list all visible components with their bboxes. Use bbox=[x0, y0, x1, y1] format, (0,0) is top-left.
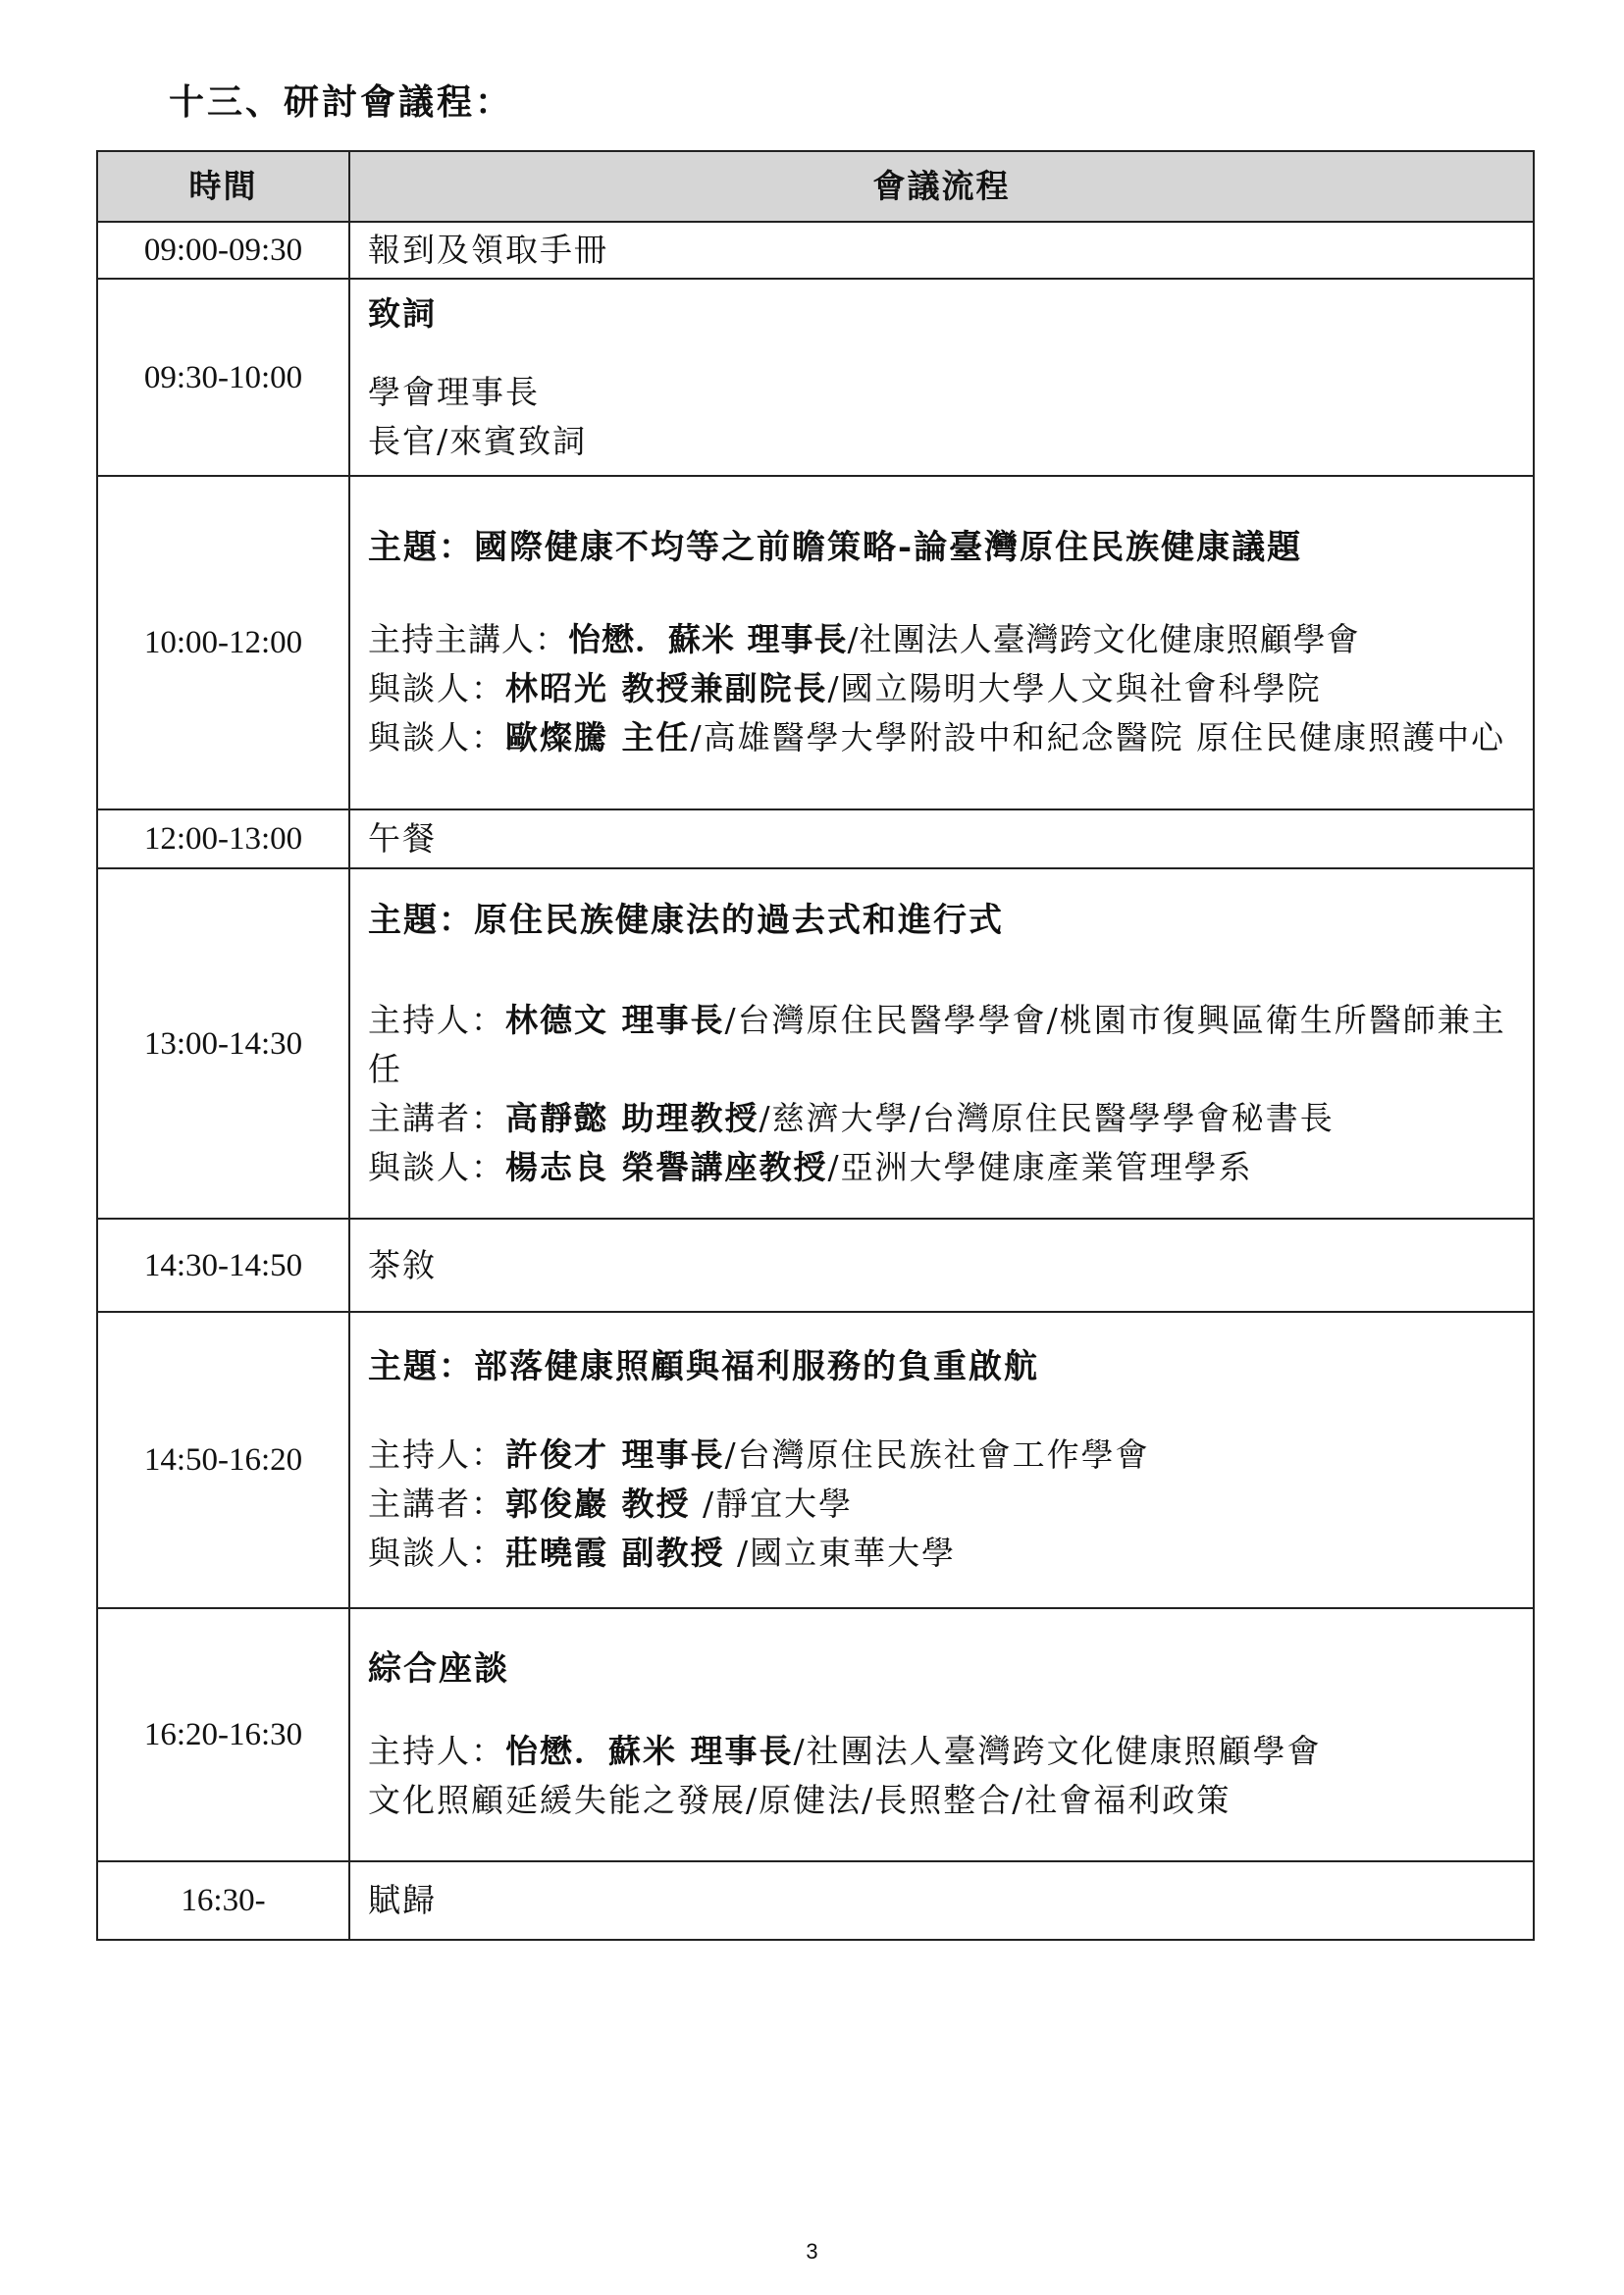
row-text: 賦歸 bbox=[349, 1861, 1534, 1940]
table-row bbox=[97, 222, 1534, 279]
table-row bbox=[97, 279, 1534, 476]
speaker-line bbox=[368, 1143, 1517, 1192]
speaker-role: 主持人： bbox=[368, 1435, 505, 1474]
row-time: 09:30-10:00 bbox=[97, 279, 349, 476]
row-time: 09:00-09:30 bbox=[97, 222, 349, 279]
page-heading: 十三、研討會議程： bbox=[169, 81, 514, 123]
table-row bbox=[97, 1861, 1534, 1940]
row-time: 12:00-13:00 bbox=[97, 809, 349, 868]
table-row bbox=[97, 809, 1534, 868]
header-flow: 會議流程 bbox=[349, 151, 1534, 222]
table-row bbox=[97, 476, 1534, 809]
speaker-org: /高雄醫學大學附設中和紀念醫院 原住民健康照護中心 bbox=[690, 718, 1506, 756]
speaker-line bbox=[368, 996, 1517, 1094]
row-time: 14:30-14:50 bbox=[97, 1219, 349, 1312]
speaker-org: /國立陽明大學人文與社會科學院 bbox=[827, 669, 1322, 707]
speaker-org: /亞洲大學健康產業管理學系 bbox=[827, 1147, 1253, 1186]
row-flow bbox=[349, 1312, 1534, 1608]
row-flow bbox=[349, 868, 1534, 1219]
row-time: 16:30- bbox=[97, 1861, 349, 1940]
speaker-name: 許俊才 理事長 bbox=[505, 1435, 725, 1474]
table-header-row bbox=[97, 151, 1534, 222]
speaker-name: 高靜懿 助理教授 bbox=[505, 1098, 760, 1137]
flow-line: 學會理事長 bbox=[368, 372, 540, 411]
row-text: 午餐 bbox=[349, 809, 1534, 868]
speaker-name: 歐燦騰 主任 bbox=[505, 718, 691, 756]
speaker-org: /台灣原住民族社會工作學會 bbox=[724, 1435, 1150, 1474]
speaker-org: /國立東華大學 bbox=[724, 1534, 957, 1572]
row-text: 報到及領取手冊 bbox=[349, 222, 1534, 279]
session-title: 綜合座談 bbox=[368, 1649, 509, 1689]
speaker-role: 與談人： bbox=[368, 1147, 505, 1186]
speaker-role: 主講者： bbox=[368, 1098, 505, 1137]
flow-line: 長官/來賓致詞 bbox=[368, 421, 588, 460]
row-time: 16:20-16:30 bbox=[97, 1608, 349, 1861]
agenda-table bbox=[96, 150, 1535, 1941]
row-flow bbox=[349, 279, 1534, 476]
topic-line: 文化照顧延緩失能之發展/原健法/長照整合/社會福利政策 bbox=[368, 1781, 1231, 1819]
speaker-name: 林昭光 教授兼副院長 bbox=[505, 669, 828, 707]
speaker-line bbox=[368, 713, 1517, 762]
row-time: 13:00-14:30 bbox=[97, 868, 349, 1219]
speaker-role: 與談人： bbox=[368, 718, 505, 756]
speaker-line bbox=[368, 615, 1517, 664]
speaker-line bbox=[368, 1727, 1517, 1776]
speaker-line bbox=[368, 1480, 1517, 1529]
row-text: 茶敘 bbox=[349, 1219, 1534, 1312]
speaker-role: 主持人： bbox=[368, 1000, 505, 1039]
table-row bbox=[97, 868, 1534, 1219]
speaker-name: 楊志良 榮譽講座教授 bbox=[505, 1147, 828, 1186]
header-time: 時間 bbox=[97, 151, 349, 222]
speaker-line bbox=[368, 664, 1517, 713]
speaker-org: /社團法人臺灣跨文化健康照顧學會 bbox=[793, 1732, 1322, 1770]
speaker-org: /台灣原住民醫學學會/桃園市復興區衛生所醫師兼主任 bbox=[368, 1000, 1506, 1088]
row-flow bbox=[349, 476, 1534, 809]
speaker-name: 林德文 理事長 bbox=[505, 1000, 725, 1039]
row-flow bbox=[349, 1608, 1534, 1861]
speaker-line bbox=[368, 1431, 1517, 1480]
session-title: 主題：國際健康不均等之前瞻策略-論臺灣原住民族健康議題 bbox=[368, 528, 1303, 567]
speaker-name: 怡懋．蘇米 理事長 bbox=[505, 1732, 794, 1770]
row-time: 14:50-16:20 bbox=[97, 1312, 349, 1608]
speaker-name: 郭俊巖 教授 bbox=[505, 1485, 691, 1523]
speaker-org: /慈濟大學/台灣原住民醫學學會秘書長 bbox=[759, 1098, 1335, 1137]
speaker-role: 主講者： bbox=[368, 1485, 505, 1523]
row-time: 10:00-12:00 bbox=[97, 476, 349, 809]
speaker-line bbox=[368, 1094, 1517, 1143]
session-title: 主題：原住民族健康法的過去式和進行式 bbox=[368, 900, 1004, 940]
session-title: 主題：部落健康照顧與福利服務的負重啟航 bbox=[368, 1347, 1039, 1386]
session-title: 致詞 bbox=[368, 293, 437, 333]
speaker-org: /社團法人臺灣跨文化健康照顧學會 bbox=[847, 620, 1360, 658]
speaker-name: 莊曉霞 副教授 bbox=[505, 1534, 725, 1572]
speaker-role: 主持人： bbox=[368, 1732, 505, 1770]
table-row bbox=[97, 1608, 1534, 1861]
speaker-role: 與談人： bbox=[368, 1534, 505, 1572]
table-row bbox=[97, 1312, 1534, 1608]
speaker-role: 與談人： bbox=[368, 669, 505, 707]
speaker-role: 主持主講人： bbox=[368, 620, 568, 658]
table-row bbox=[97, 1219, 1534, 1312]
speaker-name: 怡懋．蘇米 理事長 bbox=[568, 620, 848, 658]
speaker-org: /靜宜大學 bbox=[690, 1485, 854, 1523]
speaker-line bbox=[368, 1529, 1517, 1578]
page-number: 3 bbox=[806, 2239, 818, 2264]
